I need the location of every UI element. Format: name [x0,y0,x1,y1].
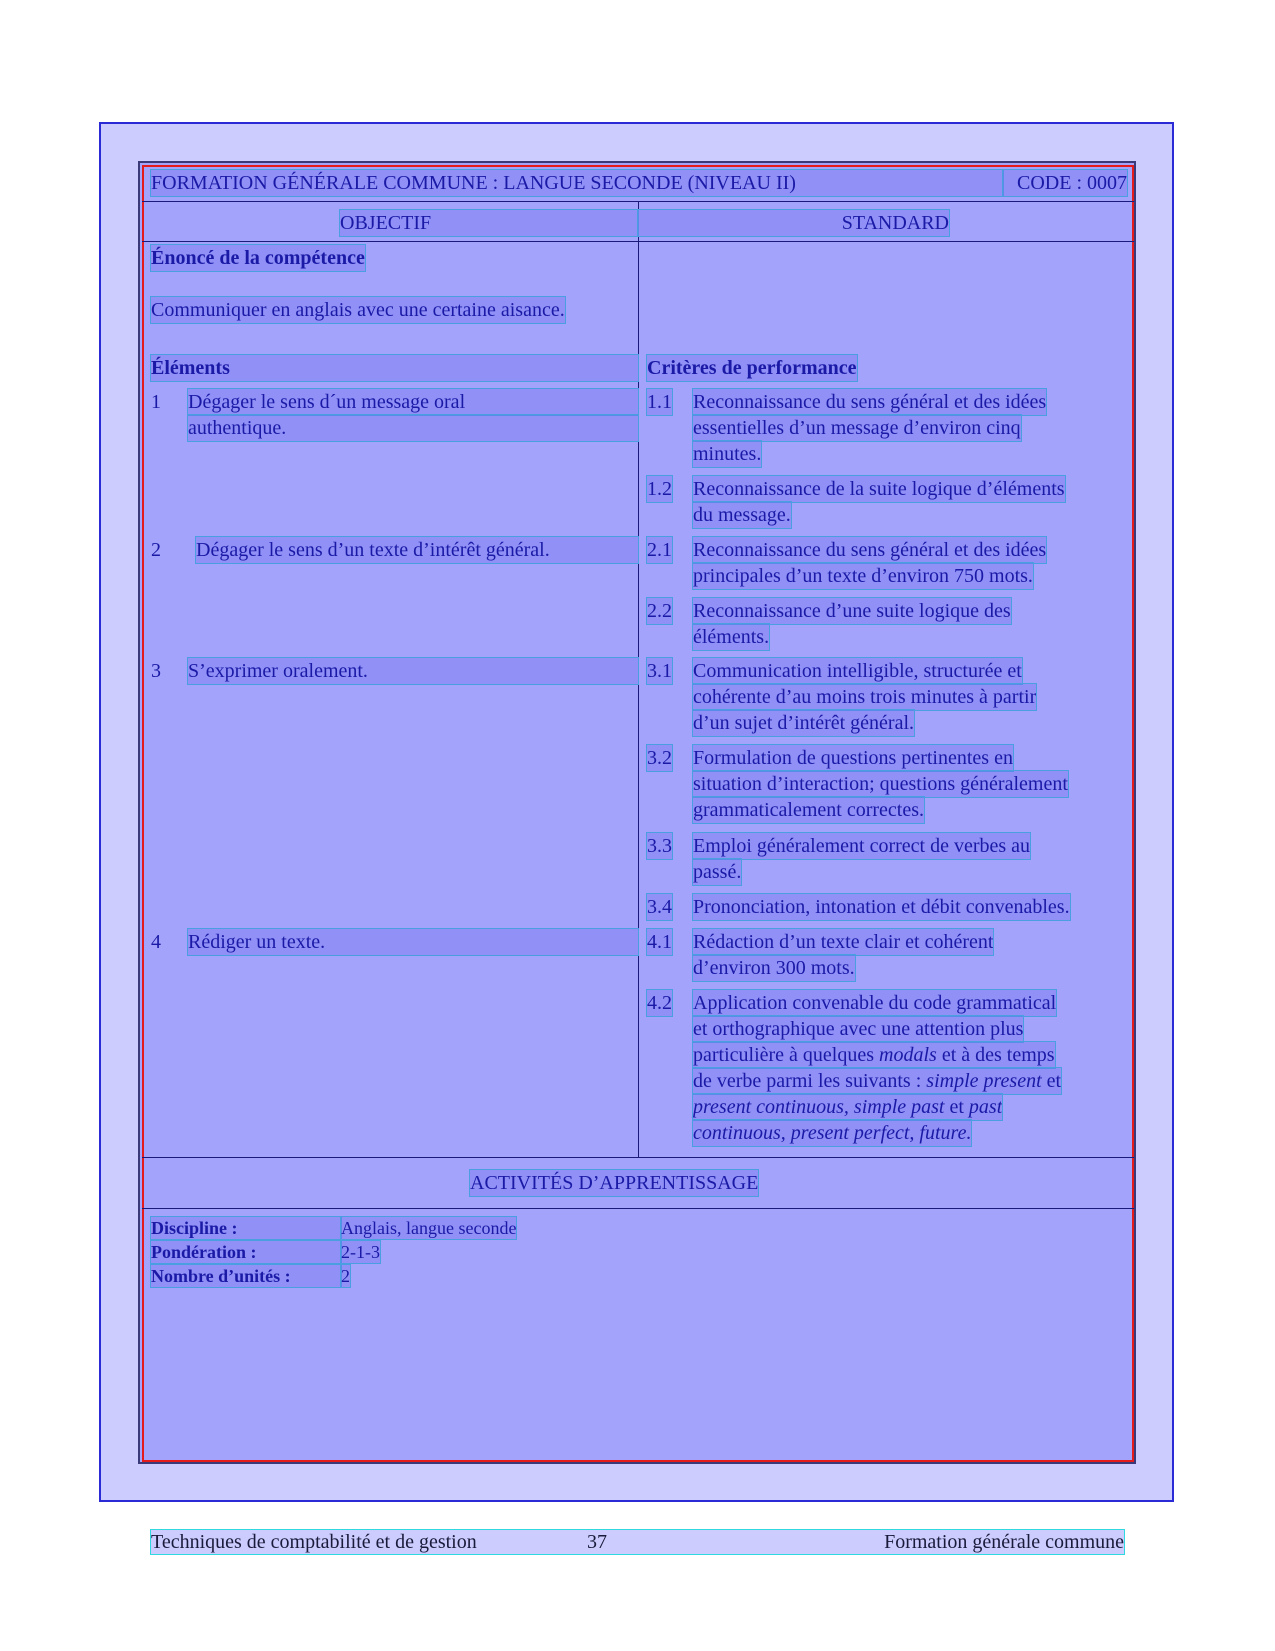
criterion-text [693,1042,1055,1068]
criterion-text: Application convenable du code grammatical [693,992,1057,1014]
criterion-number: 4.2 [647,992,672,1014]
footer-program: Techniques de comptabilité et de gestion [151,1531,477,1553]
criterion-text: d’environ 300 mots. [693,957,855,979]
criterion-text-part: et [944,1096,969,1118]
criterion-number: 3.2 [647,747,672,769]
units-value: 2 [341,1266,350,1286]
criterion-text-italic: present continuous, simple past [693,1096,945,1118]
activities-bottom-divider [142,1208,1134,1209]
criterion-text: passé. [693,861,742,883]
criterion-text-part: et [1041,1070,1062,1092]
criterion-text-part: et à des temps [936,1044,1055,1066]
criterion-text: Reconnaissance de la suite logique d’éléments [693,478,1065,500]
column-heading-standard: STANDARD [638,210,949,236]
criterion-number: 2.2 [647,600,672,622]
element-text: authentique. [188,415,638,441]
criterion-text: essentielles d’un message d’environ cinq [693,417,1021,439]
criterion-text: éléments. [693,626,770,648]
criterion-text: du message. [693,504,791,526]
criterion-text: grammaticalement correctes. [693,799,924,821]
criterion-text-part: particulière à quelques [693,1044,880,1066]
criterion-text: Reconnaissance du sens général et des idées [693,391,1047,413]
table-title: FORMATION GÉNÉRALE COMMUNE : LANGUE SECONDE (NIVEAU II) [151,170,1003,196]
discipline-label: Discipline : [151,1217,341,1239]
course-code: CODE : 0007 [1003,170,1127,196]
criterion-text-italic: simple present [926,1070,1042,1092]
criterion-text: cohérente d’au moins trois minutes à partir [693,686,1037,708]
element-number: 2 [151,539,161,561]
ponderation-value: 2-1-3 [341,1242,380,1262]
criterion-text: continuous, present perfect, future. [693,1122,972,1144]
discipline-value: Anglais, langue seconde [341,1218,517,1238]
criterion-text: Reconnaissance d’une suite logique des [693,600,1011,622]
page-number: 37 [587,1531,607,1553]
criterion-text: Rédaction d’un texte clair et cohérent [693,931,994,953]
criteria-heading: Critères de performance [647,357,857,379]
criterion-text: Formulation de questions pertinentes en [693,747,1013,769]
criterion-number: 2.1 [647,539,672,561]
criterion-text: Communication intelligible, structurée et [693,660,1022,682]
criterion-text: Emploi généralement correct de verbes au [693,835,1031,857]
activities-heading: ACTIVITÉS D’APPRENTISSAGE [470,1172,759,1194]
ponderation-label: Pondération : [151,1241,341,1263]
criterion-text: et orthographique avec une attention plus [693,1018,1024,1040]
page-footer [151,1530,1124,1554]
criterion-text: principales d’un texte d’environ 750 mots. [693,565,1033,587]
element-text: S’exprimer oralement. [188,658,638,684]
element-text: Rédiger un texte. [188,929,638,955]
criterion-number: 3.1 [647,660,672,682]
element-number: 1 [151,391,161,413]
criterion-number: 1.1 [647,391,672,413]
competence-statement: Communiquer en anglais avec une certaine aisance. [151,299,565,321]
criterion-number: 3.3 [647,835,672,857]
units-label: Nombre d’unités : [151,1265,341,1287]
criterion-text: minutes. [693,443,762,465]
criterion-text: Prononciation, intonation et débit convenables. [693,896,1070,918]
criterion-text-part: de verbe parmi les suivants : [693,1070,927,1092]
element-text: Dégager le sens d’un texte d’intérêt général. [196,537,638,563]
elements-heading: Éléments [151,355,638,381]
element-number: 3 [151,660,161,682]
competence-heading: Énoncé de la compétence [151,247,365,269]
criterion-text: Reconnaissance du sens général et des idées [693,539,1047,561]
criterion-number: 4.1 [647,931,672,953]
criterion-number: 1.2 [647,478,672,500]
criterion-text [693,1094,1002,1120]
criterion-text [693,1068,1061,1094]
criterion-text: d’un sujet d’intérêt général. [693,712,915,734]
criterion-number: 3.4 [647,896,672,918]
column-heading-objectif: OBJECTIF [340,210,638,236]
criterion-text-italic: modals [879,1044,937,1066]
element-number: 4 [151,931,161,953]
column-separator [638,201,639,1157]
footer-section: Formation générale commune [884,1531,1124,1553]
criterion-text: situation d’interaction; questions généralement [693,773,1068,795]
activities-top-divider [142,1157,1134,1158]
criterion-text-italic: past [968,1096,1003,1118]
element-text: Dégager le sens d´un message oral [188,389,638,415]
